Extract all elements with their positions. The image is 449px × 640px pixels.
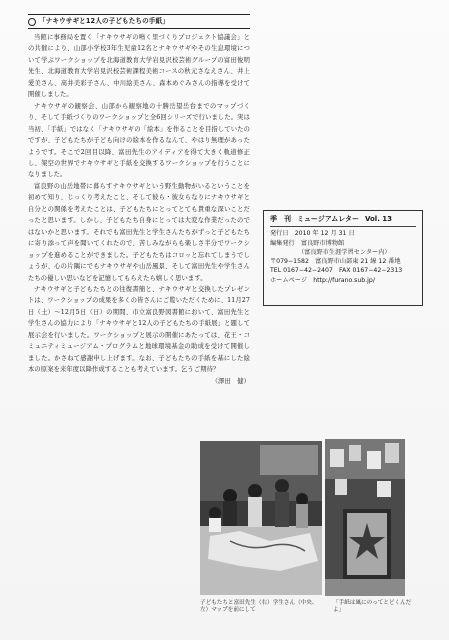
photo-workshop-map [200, 441, 322, 595]
info-tel: TEL 0167−42−2407 FAX 0167−42−2313 [270, 267, 403, 275]
info-editor: 編集発行 富良野市博物館 [270, 239, 345, 247]
article-title-bar [28, 14, 250, 29]
article-paragraph-3: 富良野の山岳地帯に暮らすナキウサギという野生動物がいるということを初めて知り、じっくり考えたこと、そして彼ら・彼女らなりにナキウサギと自分との関係を考えたことは、子どもたちにとってとても貴重な深いことだったと思います。しかし、子どもたち自身にとっては大変な作業だったのではないかと思います。それでも富田先生と学生さんたちがずっと子どもたちに寄り添って声を聞いてくれたので、苦しみながらも楽しさ半分でワークショップを進めることができました。子どもたちはコロッと忘れてしまうでしょうが、心の片隅にでもナキウサギや山岳風景、そして富田先生や学生さんたちの優しい思いなどを記憶してもらえたら嬉しく思います。 [28, 182, 250, 282]
info-letter-name: ミュージアムレター [297, 215, 359, 223]
info-volume: Vol. 13 [364, 215, 393, 223]
article-signature: （澤田 健） [211, 377, 250, 385]
newsletter-info-box [263, 210, 423, 306]
article-title: 「ナキウサギと12人の子どもたちの手紙」 [39, 16, 169, 25]
info-heading [270, 215, 416, 227]
info-issued: 発行日 2010 年 12 月 31 日 [270, 230, 355, 238]
info-editor-sub: （富良野市生涯学習センター内） [298, 248, 391, 256]
article-paragraph-4: ナキウサギと子どもたちとの往復書簡と、ナキウサギと交換したプレゼントは、ワークショップの成果を多くの皆さんにご覧いただくために、11月27日（土）〜12月5日（日）の期間、市立富良野図書館において、富田先生と学生さんの協力により「ナキウサギと12人の子どもたちの手紙展」と題して展示会を行いました。ワークショップと展示の開催にあたっては、花王・コミュニティミュージアム・プログラムと地球環境基金の助成を受けて開催しました。かさねて感謝申し上げます。なお、子どもたちの手紙を基にした絵本の原案を来年度以降作成することも考えています。乞うご期待？ [28, 285, 250, 374]
info-postal: 〒079−1582 富良野市山部東 21 線 12 番地 [270, 258, 401, 266]
photo-caption-1: 子どもたちと富田先生（右）学生さん（中央、左）マップを前にして [200, 600, 318, 613]
photo-caption-2: 「手紙は風にのってとどくんだよ」 [333, 600, 412, 613]
article-paragraph-1: 当館に事務局を置く「ナキウサギの鳴く里づくりプロジェクト協議会」との共催により、山部小学校3年生児童12名とナキウサギやその生息環境について学ぶワークショップを北海道教育大学岩見沢校芸術グループの富田俊明先生、北海道教育大学岩見沢校芸術課程美術コースの秋元さなえさん、井上愛美さん、髙井美彩子さん、中川絵美さん、森本めぐみさんの指導を受けて開催しました。 [28, 34, 250, 99]
circle-bullet-icon [28, 18, 36, 26]
photo-letter-display [325, 439, 405, 596]
info-kikan: 季 刊 [270, 215, 291, 223]
article-column [28, 14, 250, 387]
article-paragraph-2: ナキウサギの観察会、山部から観察地の十勝岳望岳台までのマップづくり、そして手紙づくりのワークショップと全6回シリーズで行いました。実は当初、「手紙」ではなく「ナキウサギの「絵本」を作ることを目指していたのですが、子どもたちが子ども向けの絵本を作るなんて、やはり無理があったようです。そこで2回目以降、富田先生のアイディアを得て大きく軌道修正し、架空の世界でナキウサギと手紙を交換するワークショップを行うことになりました。 [28, 102, 250, 179]
info-homepage[interactable]: ホームページ http://furano.sub.jp/ [270, 276, 375, 284]
